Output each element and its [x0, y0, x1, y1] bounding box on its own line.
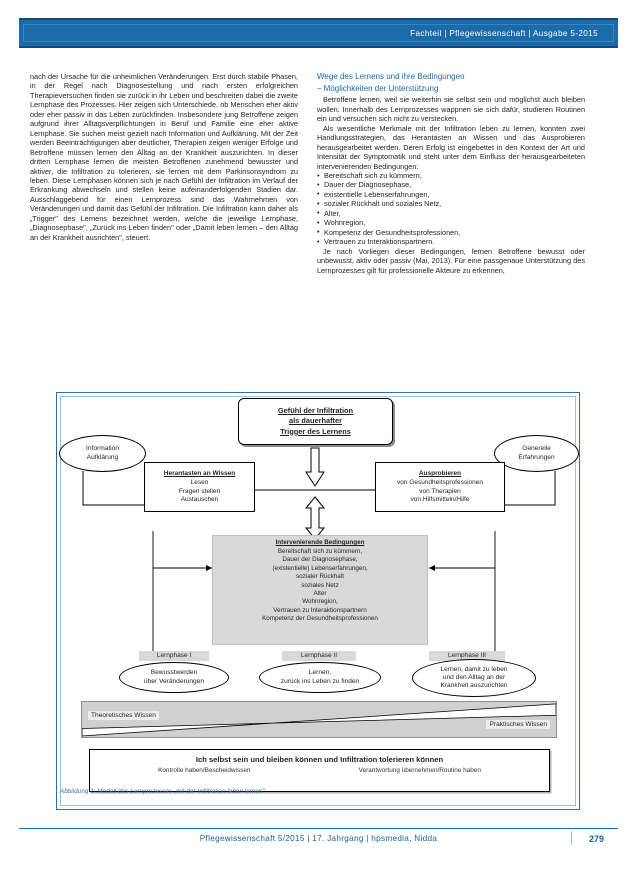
- right-text-column: [317, 72, 585, 275]
- phase-2-line-1: Lernen,: [308, 669, 332, 677]
- page-header-bar: [19, 18, 618, 48]
- trigger-line-2: als dauerhafter: [289, 416, 342, 426]
- condition-line: Kompetenz der Gesundheitsprofessionen: [262, 615, 378, 623]
- up-down-arrow-icon: [305, 497, 325, 539]
- conditions-bullet-list: [317, 171, 585, 247]
- approaching-knowledge-box: [144, 462, 255, 512]
- list-item: • Vertrauen zu Interaktionspartnern.: [317, 237, 585, 246]
- intervening-conditions-title: Intervenierende Bedingungen: [275, 539, 365, 546]
- footer-page-number: 279: [588, 834, 604, 844]
- phase-2-label: Lernphase II: [282, 651, 356, 661]
- page-footer: [19, 828, 618, 843]
- condition-line: Bereitschaft sich zu kümmern,: [277, 547, 363, 555]
- trigger-line-3: Trigger des Lernens: [280, 426, 351, 436]
- theoretical-knowledge-label: Theoretisches Wissen: [88, 711, 159, 720]
- summary-left-label: Kontrolle haben/Bescheidwissen: [158, 767, 251, 774]
- down-arrow-icon: [305, 448, 325, 488]
- condition-line: Vertrauen zu Interaktionspartnern: [273, 606, 367, 614]
- information-line-1: Information: [86, 445, 119, 453]
- figure-panel: [56, 392, 580, 810]
- information-ellipse: [59, 435, 146, 472]
- summary-box: [89, 749, 550, 792]
- approaching-knowledge-line-1: Lesen: [190, 479, 209, 487]
- condition-line: Wohnregion,: [302, 598, 338, 606]
- footer-divider: [571, 831, 572, 845]
- left-paragraph-1: nach der Ursache für die unheimlichen Veränderungen. Erst durch stabile Phasen, in der Regel nach Diagnosestellung und nach ersten erfolgreichen Therapieversuchen finden sie zurück in ihr Leben und beschreiten dabei die zweite Lernphase des Prozesses. Hier zeigen sich Unterschiede, ob Menschen eher aktiv oder eher passiv in das Leben zurückfinden. Insbesondere jung Betroffene zeigen aufgrund ihrer Alltagsverpflichtungen in Beruf und Familie eine eher aktive Lernphase. Sie suchen meist gezielt nach Information und Aufklärung. Mit der Zeit werden Beeinträchtigungen aber deutlicher, Therapien zeigen weniger Erfolge und Betroffene müssen lernen den Alltag an der Krankheit auszurichten. In dieser dritten Lernphase lernen die meisten Betroffenen zunehmend bewusster und aktiver, die Infiltration zu tolerieren, sie lernen mit dem Parkinsonsyndrom zu leben. Diese Lernphasen können sich je nach Gefühl der Infiltration im Verlauf der Erkrankung abwechseln und stellen keine aufeinanderfolgenden Stadien dar. Ausschlaggebend für einen Lernprozess sind das Wahrnehmen von Veränderungen und damit das Gefühl der Infiltration. Die Infiltration kann daher als „Trigger" des Lernens bezeichnet werden, welche die jeweilige Lernphase, „Diagnosephase", „Zurück ins Leben finden" oder „Damit leben lernen – den Alltag an der Krankheit ausrichten", steuert.: [30, 72, 298, 242]
- list-item: • Bereitschaft sich zu kümmern,: [317, 171, 585, 180]
- phase-3-line-2: und den Alltag an der: [442, 673, 506, 681]
- experience-line-1: Generelle: [522, 445, 551, 453]
- right-paragraph-2: Als wesentliche Merkmale mit der Infiltration leben zu lernen, konnten zwei Handlungsstrategien, das Herantasten an Wissen und das Ausprobieren herausgearbeitet werden. Deren Erfolg ist eingebettet in den Kontext der Art und Intensität der Symptomatik und steht unter dem Einfluss der herausgearbeiteten intervenierenden Bedingungen:: [317, 123, 585, 171]
- intervening-conditions-box: [212, 535, 428, 645]
- phase-1-ellipse: [119, 662, 229, 693]
- list-item: • Kompetenz der Gesundheitsprofessionen,: [317, 228, 585, 237]
- summary-subrow: [90, 765, 549, 778]
- section-heading-line2: – Möglichkeiten der Unterstützung: [317, 83, 439, 93]
- experience-line-2: Erfahrungen: [518, 453, 555, 461]
- information-line-2: Aufklärung: [86, 453, 119, 461]
- trigger-box: [238, 398, 393, 445]
- condition-line: Alter: [313, 589, 327, 597]
- left-text-column: [30, 72, 298, 275]
- approaching-knowledge-line-2: Fragen stellen: [178, 487, 221, 495]
- condition-line: Dauer der Diagnosephase,: [282, 556, 358, 564]
- list-item: • Dauer der Diagnosephase,: [317, 180, 585, 189]
- approaching-knowledge-line-3: Austauschen: [180, 495, 219, 503]
- trying-out-box: [375, 462, 505, 512]
- right-paragraph-3: Je nach Vorliegen dieser Bedingungen, lernen Betroffene bewusst oder unbewusst, aktiv oder passiv (Mai, 2013). Für eine passgenaue Unterstützung des Lernprozesses gilt für professionelle Akteure zu erkennen,: [317, 246, 585, 275]
- knowledge-band: [81, 701, 557, 738]
- phase-2-ellipse: [259, 662, 381, 693]
- trying-out-title: Ausprobieren: [418, 469, 462, 477]
- phase-1-label: Lernphase I: [139, 651, 209, 661]
- section-heading-line1: Wege des Lernens und ihre Bedingungen: [317, 72, 465, 81]
- list-item: • existentielle Lebenserfahrungen,: [317, 190, 585, 199]
- approaching-knowledge-title: Herantasten an Wissen: [163, 469, 236, 477]
- right-paragraph-1: Betroffene lernen, weil sie weiterhin sie selbst sein und möglichst auch bleiben wollen. Innerhalb des Lernprozesses wappnen sie sich dafür, studieren Routinen ein und versuchen sich nicht zu verstecken.: [317, 95, 585, 124]
- experience-ellipse: [494, 435, 579, 472]
- phase-3-ellipse: [412, 659, 536, 697]
- list-item: • sozialer Rückhalt und soziales Netz,: [317, 199, 585, 208]
- condition-line: soziales Netz: [301, 581, 339, 589]
- phase-2-line-2: zurück ins Leben zu finden: [280, 677, 360, 685]
- summary-right-label: Verantwortung übernehmen/Routine haben: [358, 767, 481, 774]
- footer-journal-line: Pflegewissenschaft 5/2015 | 17. Jahrgang | hpsmedia, Nidda: [199, 834, 438, 843]
- practical-knowledge-label: Praktisches Wissen: [486, 720, 550, 729]
- list-item: • Wohnregion,: [317, 218, 585, 227]
- phase-3-line-3: Krankheit auszurichten: [440, 682, 508, 690]
- phase-3-line-1: Lernen, damit zu leben: [440, 665, 508, 673]
- summary-main-statement: Ich selbst sein und bleiben können und Infiltration tolerieren können: [195, 755, 444, 764]
- phase-1-line-2: über Veränderungen: [143, 677, 205, 685]
- figure-caption: Abbildung 1: Modell des Lernprozesses „mit der Infiltration leben lernen": [60, 788, 265, 795]
- condition-line: sozialer Rückhalt: [296, 573, 344, 581]
- condition-line: (existentielle) Lebenserfahrungen,: [272, 564, 368, 572]
- article-columns: [30, 72, 608, 275]
- trigger-line-1: Gefühl der Infiltration: [277, 405, 354, 415]
- phase-3-label: Lernphase III: [429, 651, 505, 661]
- list-item: • Alter,: [317, 209, 585, 218]
- trying-out-line-1: von Gesundheitsprofessionen: [396, 479, 483, 487]
- trying-out-line-3: von Hilfsmitteln/Hilfe: [410, 495, 470, 503]
- phase-1-line-1: Bewusstwerden: [150, 669, 198, 677]
- header-breadcrumb: Fachteil | Pflegewissenschaft | Ausgabe 5-2015: [410, 28, 598, 38]
- trying-out-line-2: von Therapien: [419, 487, 461, 495]
